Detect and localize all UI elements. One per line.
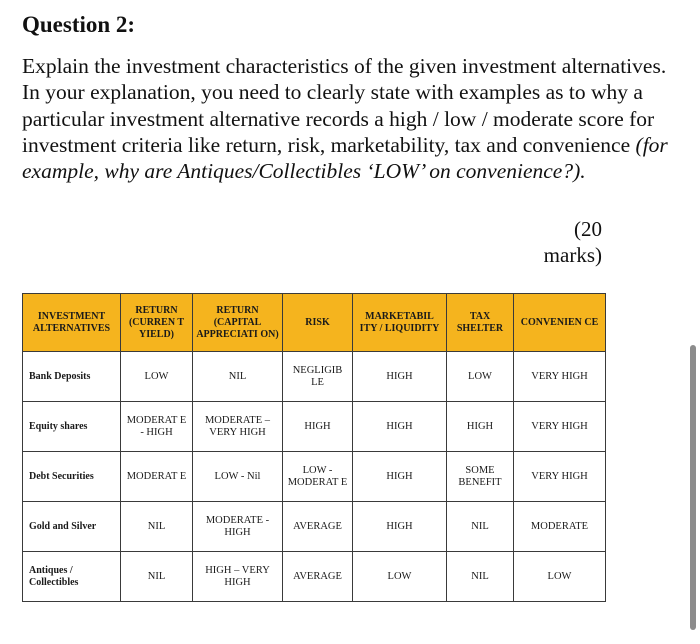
table-cell: MODERATE (514, 502, 606, 552)
table-cell: LOW (514, 552, 606, 602)
table-cell: NEGLIGIB LE (283, 352, 353, 402)
row-label: Antiques / Collectibles (23, 552, 121, 602)
prompt-example: (for example, why are Antiques/Collectibles ‘LOW’ on convenience?). (22, 132, 668, 184)
prompt-text: Explain the investment characteristics of the given investment alternatives. In your explanation, you need to clearly state with examples as to why a particular investment alternative records a high / low / moderate score for investment criteria like return, risk, marketability, tax and convenience (22, 54, 667, 157)
header-cell: RETURN (CAPITAL APPRECIATI ON) (193, 294, 283, 352)
table-cell: HIGH (447, 402, 514, 452)
table-row (23, 352, 606, 402)
row-label: Gold and Silver (23, 502, 121, 552)
row-label: Debt Securities (23, 452, 121, 502)
header-cell: INVESTMENT ALTERNATIVES (23, 294, 121, 352)
vertical-scrollbar[interactable] (690, 345, 696, 630)
table-cell: HIGH (353, 452, 447, 502)
table-cell: VERY HIGH (514, 402, 606, 452)
table-cell: HIGH (353, 352, 447, 402)
table-cell: HIGH – VERY HIGH (193, 552, 283, 602)
table-row (23, 552, 606, 602)
table-cell: HIGH (283, 402, 353, 452)
header-cell: RETURN (CURREN T YIELD) (121, 294, 193, 352)
table-cell: LOW (353, 552, 447, 602)
table-cell: NIL (121, 502, 193, 552)
question-heading: Question 2: (22, 12, 136, 37)
marks-text: marks) (543, 243, 602, 267)
table-cell: HIGH (353, 502, 447, 552)
table-cell: MODERAT E (121, 452, 193, 502)
row-label: Bank Deposits (23, 352, 121, 402)
header-row (23, 294, 606, 352)
table-cell: NIL (193, 352, 283, 402)
table-cell: MODERATE – VERY HIGH (193, 402, 283, 452)
marks-count: (20 (574, 217, 602, 241)
table-row (23, 452, 606, 502)
table-cell: NIL (447, 502, 514, 552)
header-cell: MARKETABIL ITY / LIQUIDITY (353, 294, 447, 352)
investment-table (22, 293, 606, 602)
row-label: Equity shares (23, 402, 121, 452)
table-cell: LOW (447, 352, 514, 402)
table-cell: VERY HIGH (514, 352, 606, 402)
table-cell: AVERAGE (283, 552, 353, 602)
table-cell: SOME BENEFIT (447, 452, 514, 502)
table-cell: AVERAGE (283, 502, 353, 552)
table-cell: HIGH (353, 402, 447, 452)
table-cell: NIL (121, 552, 193, 602)
table-cell: LOW - MODERAT E (283, 452, 353, 502)
table-cell: LOW (121, 352, 193, 402)
question-prompt (22, 53, 677, 184)
table-row (23, 402, 606, 452)
table-cell: MODERAT E - HIGH (121, 402, 193, 452)
table-cell: NIL (447, 552, 514, 602)
table-row (23, 502, 606, 552)
header-cell: TAX SHELTER (447, 294, 514, 352)
marks-label (544, 216, 602, 268)
table-cell: VERY HIGH (514, 452, 606, 502)
table-cell: MODERATE - HIGH (193, 502, 283, 552)
header-cell: RISK (283, 294, 353, 352)
table-cell: LOW - Nil (193, 452, 283, 502)
header-cell: CONVENIEN CE (514, 294, 606, 352)
